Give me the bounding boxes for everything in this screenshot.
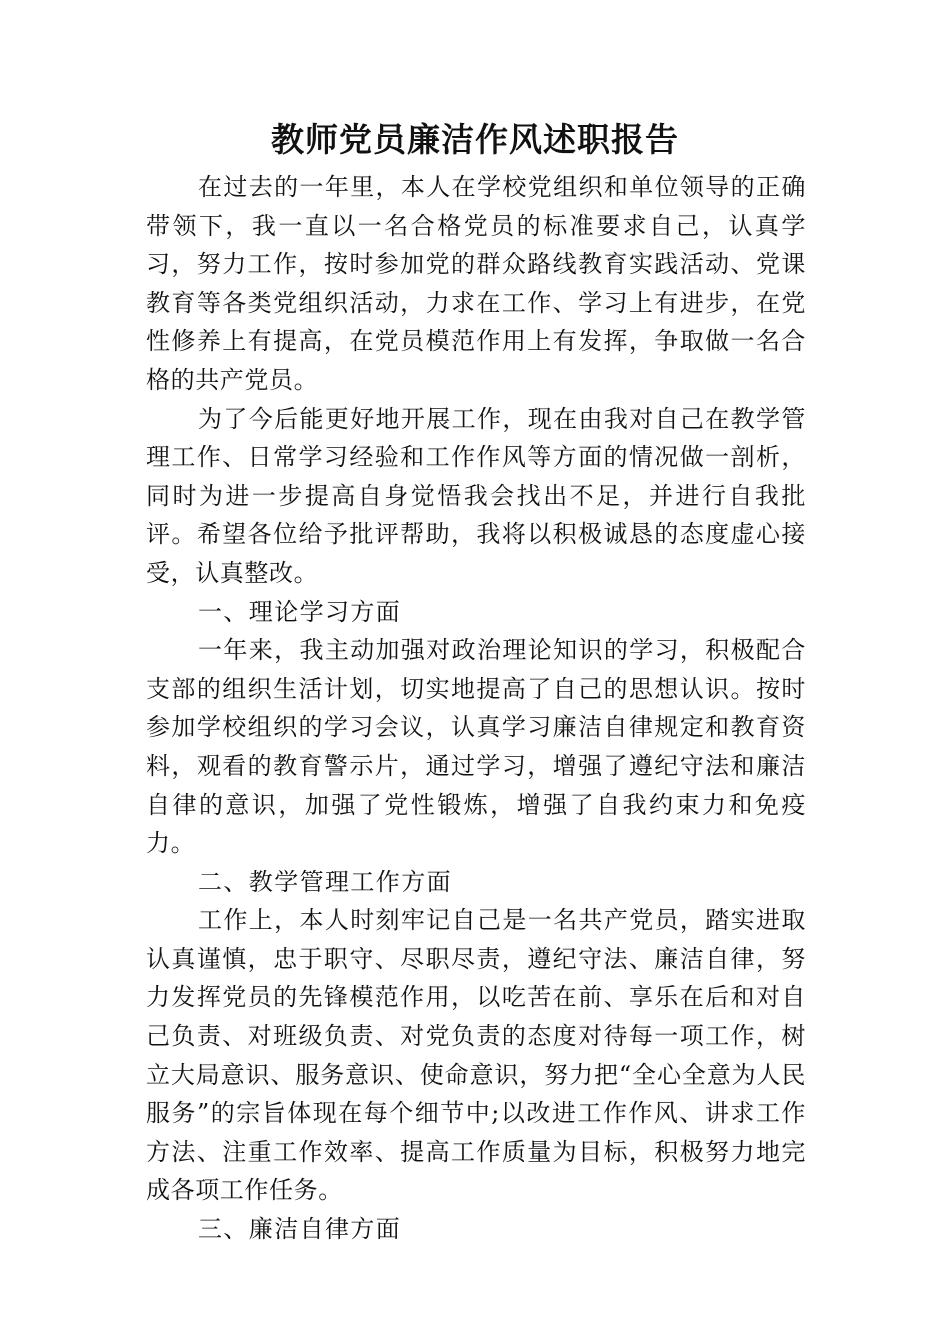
section-heading-teaching-management: 二、教学管理工作方面 [198, 867, 452, 896]
teaching-management-paragraph: 工作上，本人时刻牢记自己是一名共产党员，踏实进取认真谨慎，忠于职守、尽职尽责，遵纪守法、廉洁自律，努力发挥党员的先锋模范作用，以吃苦在前、享乐在后和对自己负责、对班级负责、对党负责的态度对待每一项工作，树立大局意识、服务意识、使命意识，努力把“全心全意为人民服务”的宗旨体现在每个细节中;以改进工作作风、讲求工作方法、注重工作效率、提高工作质量为目标，积极努力地完成各项工作任务。 [146, 906, 806, 1205]
document-title: 教师党员廉洁作风述职报告 [271, 120, 679, 159]
section-heading-integrity: 三、廉洁自律方面 [198, 1215, 402, 1244]
document-body [146, 168, 806, 1249]
intro-paragraph: 在过去的一年里，本人在学校党组织和单位领导的正确带领下，我一直以一名合格党员的标准要求自己，认真学习，努力工作，按时参加党的群众路线教育实践活动、党课教育等各类党组织活动，力求在工作、学习上有进步，在党性修养上有提高，在党员模范作用上有发挥，争取做一名合格的共产党员。 [146, 173, 806, 394]
section-heading-theory-study: 一、理论学习方面 [198, 597, 402, 626]
self-analysis-paragraph: 为了今后能更好地开展工作，现在由我对自己在教学管理工作、日常学习经验和工作作风等方面的情况做一剖析，同时为进一步提高自身觉悟我会找出不足，并进行自我批评。希望各位给予批评帮助，我将以积极诚恳的态度虚心接受，认真整改。 [146, 404, 806, 587]
theory-study-paragraph: 一年来，我主动加强对政治理论知识的学习，积极配合支部的组织生活计划，切实地提高了自己的思想认识。按时参加学校组织的学习会议，认真学习廉洁自律规定和教育资料，观看的教育警示片，通过学习，增强了遵纪守法和廉洁自律的意识，加强了党性锻炼，增强了自我约束力和免疫力。 [146, 636, 806, 858]
